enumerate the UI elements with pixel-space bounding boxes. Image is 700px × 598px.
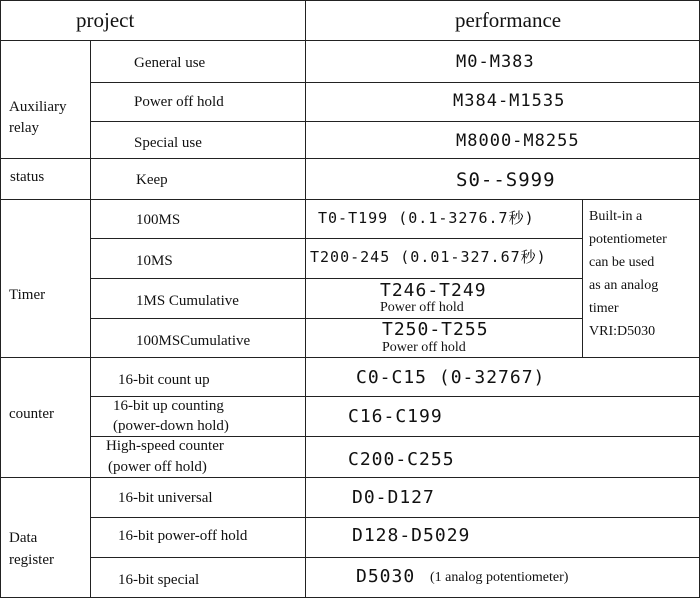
row-performance: T250-T255	[382, 319, 489, 340]
rule	[90, 82, 700, 83]
rule	[90, 557, 700, 558]
timer-note-line: VRI:D5030	[589, 324, 656, 339]
row-performance: T0-T199 (0.1-3276.7秒)	[318, 209, 535, 227]
row-item: Keep	[136, 172, 168, 188]
category-status: status	[10, 169, 45, 185]
rule	[90, 318, 582, 319]
category-counter: counter	[9, 406, 54, 422]
row-item: (power off hold)	[108, 459, 207, 475]
rule	[90, 396, 700, 397]
row-performance: D5030	[356, 566, 416, 587]
row-performance: T200-245 (0.01-327.67秒)	[310, 248, 547, 266]
rule	[90, 238, 582, 239]
rule	[0, 199, 700, 200]
row-performance: M8000-M8255	[456, 131, 580, 151]
row-performance-note: (1 analog potentiometer)	[430, 570, 569, 585]
rule	[582, 199, 583, 357]
row-sub-note: Power off hold	[382, 340, 466, 355]
timer-note-line: as an analog	[589, 278, 659, 293]
header-performance: performance	[455, 8, 562, 32]
row-performance: D0-D127	[352, 487, 435, 508]
row-item: 16-bit special	[118, 572, 200, 588]
row-item: 16-bit power-off hold	[118, 528, 248, 544]
header-project: project	[76, 8, 135, 32]
row-performance: D128-D5029	[352, 525, 471, 546]
row-performance: C200-C255	[348, 449, 455, 470]
timer-note-line: timer	[589, 301, 619, 316]
rule	[305, 40, 306, 598]
rule	[90, 40, 91, 598]
row-item: 100MS	[136, 212, 181, 228]
row-performance: M384-M1535	[453, 91, 566, 111]
row-performance: T246-T249	[380, 280, 487, 301]
timer-note-line: Built-in a	[589, 209, 643, 224]
row-item: 1MS Cumulative	[136, 293, 239, 309]
row-item: 100MSCumulative	[136, 333, 251, 349]
row-performance: C16-C199	[348, 406, 443, 427]
timer-note-line: potentiometer	[589, 232, 667, 247]
category-timer: Timer	[9, 287, 46, 303]
rule	[0, 357, 700, 358]
rule	[0, 40, 700, 41]
timer-note-line: can be used	[589, 255, 655, 270]
rule	[0, 0, 1, 598]
row-performance: M0-M383	[456, 52, 535, 72]
rule	[90, 278, 582, 279]
row-item: Power off hold	[134, 94, 224, 110]
row-item: High-speed counter	[106, 438, 224, 454]
row-item: 10MS	[136, 253, 173, 269]
row-item: Special use	[134, 135, 202, 151]
rule	[90, 517, 700, 518]
rule	[90, 436, 700, 437]
row-item: 16-bit count up	[118, 372, 210, 388]
rule	[0, 158, 700, 159]
row-item: (power-down hold)	[113, 418, 229, 434]
category-auxiliary-relay: Auxiliary relay	[9, 99, 67, 136]
row-performance: S0--S999	[456, 169, 556, 191]
row-item: 16-bit up counting	[113, 398, 224, 414]
rule	[0, 0, 700, 1]
category-data-register: Data register	[9, 530, 54, 568]
row-performance: C0-C15 (0-32767)	[356, 367, 546, 388]
row-sub-note: Power off hold	[380, 300, 464, 315]
row-item: General use	[134, 55, 206, 71]
rule	[0, 477, 700, 478]
row-item: 16-bit universal	[118, 490, 213, 506]
rule	[305, 0, 306, 41]
rule	[90, 121, 700, 122]
